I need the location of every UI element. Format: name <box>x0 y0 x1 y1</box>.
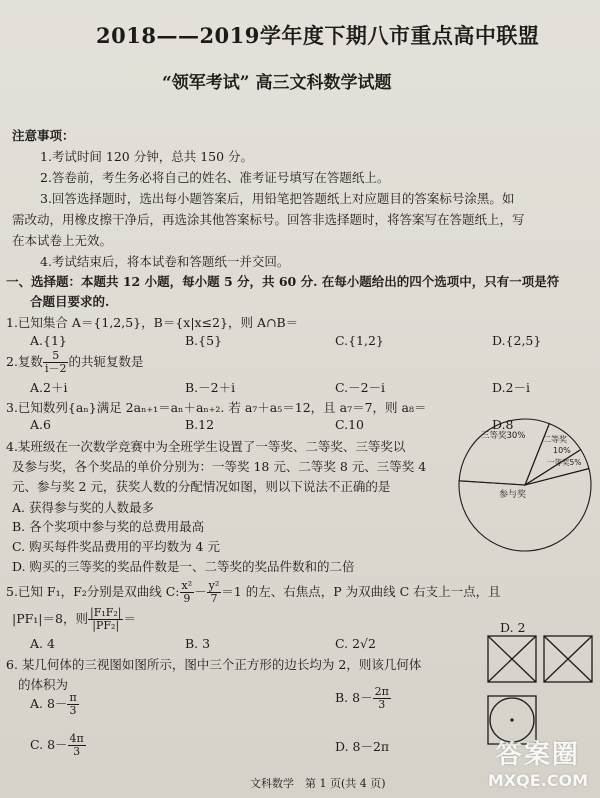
q6-option-a-frac <box>67 692 78 717</box>
note-line: 在本试卷上无效。 <box>12 233 113 248</box>
q3-option-d: D.8 <box>492 417 514 432</box>
section-heading: 一、选择题：本题共 12 小题，每小题 5 分，共 60 分. 在每小题给出的四个选项中，只有一项是符 <box>6 274 560 289</box>
q6-option-c-pre: C. 8－ <box>30 737 68 752</box>
q6-option-b-pre: B. 8－ <box>335 690 373 705</box>
q1-option-d: D.{2,5} <box>492 333 542 348</box>
q6-stem-line: 的体积为 <box>18 677 69 692</box>
q1-option-a: A.{1} <box>30 333 67 348</box>
q5-stem <box>6 580 501 605</box>
note-line: 4.考试结束后，将本试卷和答题纸一并交回。 <box>40 254 290 269</box>
q2-fraction <box>43 350 69 375</box>
q5-ratio-num: |F₁F₂| <box>89 606 122 619</box>
q5-option-a: A. 4 <box>30 636 55 651</box>
q5-option-b: B. 3 <box>185 636 211 651</box>
watermark-logo-text: 答案圈 <box>495 740 580 770</box>
q3-option-b: B.12 <box>185 417 215 432</box>
q4-option-d: D. 购买的三等奖的奖品件数是一、二等奖的奖品件数和的二倍 <box>12 559 355 574</box>
q6-option-b <box>335 686 391 711</box>
q6-option-b-frac <box>373 686 391 711</box>
q1-option-b: B.{5} <box>185 333 223 348</box>
q4-stem-line: 元、参与奖 2 元，获奖人数的分配情况如图，则以下说法不正确的是 <box>12 479 391 494</box>
top-view-center-dot <box>510 718 513 721</box>
q2-stem-pre: 2.复数 <box>6 354 43 369</box>
award-pie-chart <box>455 415 595 555</box>
q6-option-b-num: 2π <box>374 685 389 698</box>
q2-stem <box>6 350 143 375</box>
q5-frac-y <box>207 580 222 605</box>
q3-option-c: C.10 <box>335 417 364 432</box>
q6-option-c <box>30 733 86 758</box>
note-line: 2.答卷前，考生务必将自己的姓名、准考证号填写在答题纸上。 <box>40 170 390 185</box>
q5-minus: － <box>194 584 207 599</box>
q5-line2-post: ＝ <box>123 611 136 626</box>
watermark-url: MXQE.COM <box>487 771 588 790</box>
section-heading-cont: 合题目要求的. <box>30 294 110 309</box>
pie-slice-3 <box>459 469 591 551</box>
q5-frac-x-den: 9 <box>183 592 191 605</box>
pie-label-first: 一等奖5% <box>547 458 582 467</box>
q3-option-a: A.6 <box>30 417 51 432</box>
q5-stem-post: ＝1 的左、右焦点，P 为双曲线 C 右支上一点，且 <box>221 584 501 599</box>
q2-stem-post: 的共轭复数是 <box>68 354 144 369</box>
q4-option-c: C. 购买每件奖品费用的平均数为 4 元 <box>12 539 220 554</box>
q6-option-a-pre: A. 8－ <box>30 696 68 711</box>
q5-frac-y-num: y² <box>208 579 220 592</box>
pie-label-third: 三等奖30% <box>481 431 526 441</box>
q6-option-c-den: 3 <box>73 745 81 758</box>
q1-option-c: C.{1,2} <box>335 333 384 348</box>
q5-frac-y-den: 7 <box>210 592 218 605</box>
exam-subtitle: “领军考试” 高三文科数学试题 <box>162 73 392 93</box>
pie-label-participation: 参与奖 <box>499 490 527 500</box>
q4-stem-line: 及参与奖，各个奖品的单价分别为：一等奖 18 元、二等奖 8 元、三等奖 4 <box>12 459 427 474</box>
q2-option-c: C.－2－i <box>335 380 386 395</box>
q5-frac-x-num: x² <box>181 579 193 592</box>
q5-stem-pre: 5.已知 F₁，F₂分别是双曲线 C: <box>6 584 180 599</box>
q6-option-c-num: 4π <box>69 732 84 745</box>
q6-stem-line: 6. 某几何体的三视图如图所示，图中三个正方形的边长均为 2，则该几何体 <box>6 657 422 672</box>
q4-option-b: B. 各个奖项中参与奖的总费用最高 <box>12 519 205 534</box>
q4-stem-line: 4.某班级在一次数学竞赛中为全班学生设置了一等奖、二等奖、三等奖以 <box>6 439 406 454</box>
note-line: 1.考试时间 120 分钟，总共 150 分。 <box>40 149 254 164</box>
q2-option-a: A.2＋i <box>30 380 68 395</box>
notes-heading: 注意事项： <box>12 128 75 143</box>
q6-option-a-num: π <box>69 691 77 704</box>
exam-title: 2018——2019学年度下期八市重点高中联盟 <box>96 23 540 48</box>
q5-ratio <box>88 607 124 632</box>
page-footer: 文科数学 第 1 页(共 4 页) <box>250 777 386 790</box>
q2-option-d: D.2－i <box>492 380 531 395</box>
q6-option-a-den: 3 <box>69 704 77 717</box>
q4-option-a: A. 获得参与奖的人数最多 <box>12 500 154 515</box>
q6-option-c-frac <box>68 733 86 758</box>
note-line: 3.回答选择题时，选出每小题答案后，用铅笔把答题纸上对应题目的答案标号涂黑。如 <box>40 191 515 206</box>
q2-option-b: B.－2＋i <box>185 380 236 395</box>
q1-stem: 1.已知集合 A＝{1,2,5}，B＝{x|x≤2}，则 A∩B＝ <box>6 315 299 330</box>
q5-stem-line2 <box>12 607 136 632</box>
q5-ratio-den: |PF₂| <box>92 619 120 632</box>
pie-label-second-pct: 10% <box>553 446 571 455</box>
q6-option-d: D. 8－2π <box>335 739 390 754</box>
q6-option-a <box>30 692 79 717</box>
q2-frac-num: 5 <box>43 350 69 363</box>
pie-label-second-name: 二等奖 <box>543 435 567 444</box>
q5-line2-pre: |PF₁|＝8，则 <box>12 611 88 626</box>
watermark <box>488 734 588 790</box>
q2-frac-den: i－2 <box>44 362 67 375</box>
q5-frac-x <box>180 580 195 605</box>
q5-option-c: C. 2√2 <box>335 636 376 651</box>
q6-option-b-den: 3 <box>378 698 386 711</box>
pie-slice-0 <box>459 419 549 485</box>
note-line: 需改动，用橡皮擦干净后，再选涂其他答案标号。回答非选择题时，将答案写在答题纸上，写 <box>12 212 525 227</box>
pie-label-second <box>543 434 567 444</box>
q5-option-d: D. 2 <box>500 620 526 635</box>
q3-stem: 3.已知数列{aₙ}满足 2aₙ₊₁＝aₙ＋aₙ₊₂. 若 a₇＋a₅＝12，且 a₇＝7，则 a₈＝ <box>6 400 427 415</box>
